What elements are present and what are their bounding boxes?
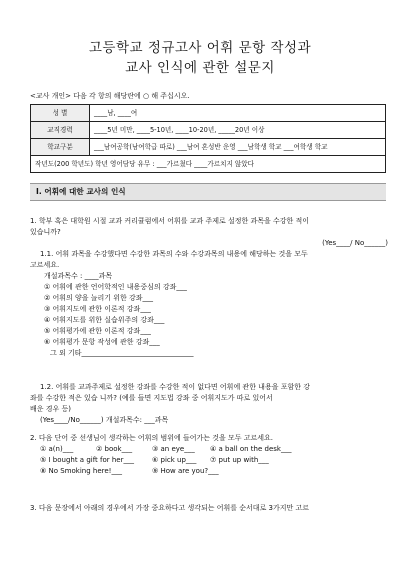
- q2-option[interactable]: ⑨ How are you?___: [152, 467, 219, 475]
- instruction-text: <교사 개인> 다음 각 항의 해당란에 ○ 해 주십시오.: [30, 92, 190, 100]
- table-row: [31, 122, 386, 139]
- table-row: [31, 105, 386, 122]
- table-row: [31, 139, 386, 156]
- question-2: [30, 434, 388, 478]
- q2-row1: [30, 445, 388, 456]
- q2-option[interactable]: ⑤ I bought a gift for her___: [40, 456, 134, 464]
- q2-option[interactable]: ⑥ pick up___: [152, 456, 197, 464]
- title-line1: 고등학교 정규고사 어휘 문항 작성과: [88, 40, 312, 56]
- option-1[interactable]: ① 어휘에 관한 언어학적인 내용중심의 강좌___: [44, 283, 187, 291]
- q2-option[interactable]: ① a(n)___: [40, 445, 74, 453]
- career-value[interactable]: ____5년 미만, ____5-10년, ____10-20년, _____20년 이상: [90, 122, 386, 139]
- q1-line2: 있습니까?: [30, 228, 61, 236]
- q2-option[interactable]: ② book___: [96, 445, 133, 453]
- q2-option[interactable]: ⑦ put up with___: [210, 456, 269, 464]
- option-5[interactable]: ⑤ 어휘평가에 관한 이론적 강좌___: [44, 327, 151, 335]
- career-label: 교직경력: [31, 122, 90, 139]
- option-other[interactable]: 그 외 기타________________________________: [50, 349, 194, 357]
- q1-1-line2: 고르세요.: [30, 261, 60, 269]
- option-6[interactable]: ⑥ 어휘평가 문항 작성에 관한 강좌___: [44, 338, 160, 346]
- q1-2-answer[interactable]: (Yes____/No______) 개설과목수: ___과목: [40, 416, 169, 424]
- q1-2-line1: 1.2. 어휘를 교과주제로 설정한 강좌를 수강한 적이 없다면 어휘에 관한 내용을 포함한 강: [40, 383, 310, 391]
- teacher-info-table: [30, 104, 386, 173]
- question-3: [30, 504, 388, 515]
- q1-answer[interactable]: (Yes____/ No______): [322, 239, 388, 247]
- title-line2: 교사 인식에 관한 설문지: [125, 60, 275, 76]
- q1-1-line1: 1.1. 어휘 과목을 수강했다면 수강한 과목의 수와 수강과목의 내용에 해당하는 것을 모두: [40, 250, 308, 258]
- option-2[interactable]: ② 어휘의 양을 늘리기 위한 강좌___: [44, 294, 154, 302]
- course-count[interactable]: 개설과목수 : ____과목: [44, 272, 113, 280]
- q2-option[interactable]: ④ a ball on the desk___: [210, 445, 292, 453]
- question-1-2: [30, 383, 388, 427]
- gender-value[interactable]: ____남, ____여: [90, 105, 386, 122]
- section-header: [30, 183, 386, 201]
- question-1: [30, 217, 388, 360]
- q1-2-line2: 좌를 수강한 적은 있습 니까? (예를 들면 지도법 강좌 중 어휘지도가 따로 있어서: [30, 394, 273, 402]
- q1-2-line3: 배운 경우 등): [30, 405, 71, 413]
- gender-label: 성 별: [31, 105, 90, 122]
- last-year-row[interactable]: 작년도(200 학년도) 학년 영어담당 유무 : ___가르쳤다 ____가르치지 않았다: [31, 156, 386, 173]
- table-row: [31, 156, 386, 173]
- q2-option[interactable]: ③ an eye___: [152, 445, 195, 453]
- school-type-label: 학교구분: [31, 139, 90, 156]
- section-title: I. 어휘에 대한 교사의 인식: [36, 187, 126, 196]
- q1-line1: 1. 학부 혹은 대학원 시절 교과 커리큘럼에서 어휘를 교과 주제로 설정한 과목을 수강한 적이: [30, 217, 310, 225]
- q2-option[interactable]: ⑧ No Smoking here!___: [40, 467, 122, 475]
- option-4[interactable]: ④ 어휘지도를 위한 실습위주의 강좌___: [44, 316, 165, 324]
- q2-line1: 2. 다음 단어 중 선생님이 생각하는 어휘의 범위에 들어가는 것을 모두 고르세요.: [30, 434, 274, 442]
- option-3[interactable]: ③ 어휘지도에 관한 이론적 강좌___: [44, 305, 151, 313]
- q3-line1: 3. 다음 문장에서 아래의 경우에서 가장 중요하다고 생각되는 어휘를 순서대로 3가지만 고르: [30, 504, 310, 512]
- q2-row2: [30, 456, 388, 467]
- school-type-value[interactable]: ___남여공학(남여학급 따로) ___남여 혼성반 운영 ___남학생 학교 ___여학생 학교: [90, 139, 386, 156]
- q2-row3: [30, 467, 388, 478]
